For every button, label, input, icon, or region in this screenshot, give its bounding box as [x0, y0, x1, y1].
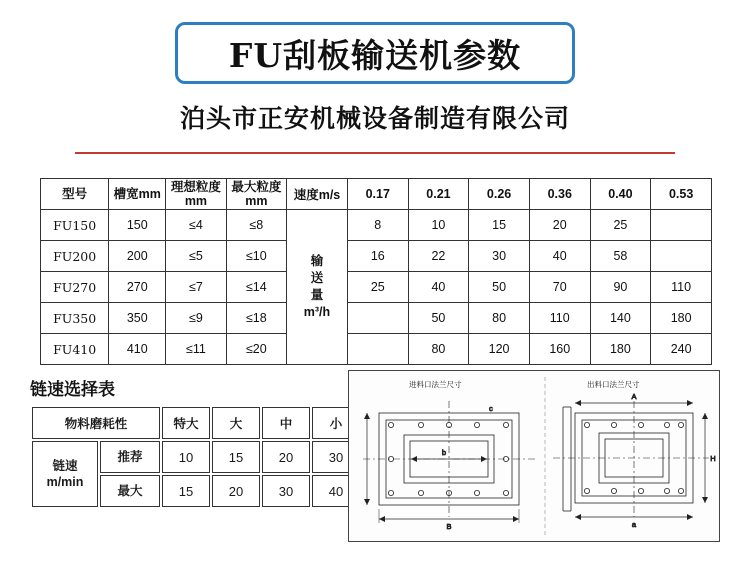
flange-drawing	[349, 371, 719, 541]
cell-model: FU150	[41, 210, 109, 241]
header-model: 型号	[41, 179, 109, 210]
cell-cap-1: 10	[408, 210, 469, 241]
chain-speed-title: 链速选择表	[30, 380, 115, 400]
cell-ideal: ≤11	[166, 334, 226, 365]
chain-value: 40	[312, 475, 360, 507]
cell-cap-2: 30	[469, 241, 530, 272]
cell-max: ≤18	[226, 303, 286, 334]
header-speed-0: 0.17	[347, 179, 408, 210]
chain-header-2: 中	[262, 407, 310, 439]
cell-max: ≤10	[226, 241, 286, 272]
header-width: 槽宽mm	[109, 179, 166, 210]
chain-value: 20	[212, 475, 260, 507]
header-speed-5: 0.53	[651, 179, 712, 210]
cell-width: 200	[109, 241, 166, 272]
cell-cap-1: 40	[408, 272, 469, 303]
title-banner	[175, 22, 575, 84]
table-row	[41, 241, 712, 272]
cell-cap-5	[651, 241, 712, 272]
header-speed-4: 0.40	[590, 179, 651, 210]
cell-ideal: ≤4	[166, 210, 226, 241]
dim-label: H	[710, 454, 716, 463]
cell-cap-1: 50	[408, 303, 469, 334]
cell-cap-0: 16	[347, 241, 408, 272]
dim-label: a	[631, 520, 637, 529]
header-ideal-size: 理想粒度 mm	[166, 179, 226, 210]
main-parameter-table	[40, 178, 712, 365]
table-row	[41, 303, 712, 334]
parameter-grid	[40, 178, 712, 365]
cell-cap-3: 160	[529, 334, 590, 365]
cell-model: FU200	[41, 241, 109, 272]
chain-speed-table	[30, 405, 362, 509]
cell-width: 410	[109, 334, 166, 365]
chain-value: 10	[162, 441, 210, 473]
chain-header-1: 大	[212, 407, 260, 439]
dim-label: B	[446, 522, 452, 531]
cell-model: FU410	[41, 334, 109, 365]
cell-width: 150	[109, 210, 166, 241]
header-speed-2: 0.26	[469, 179, 530, 210]
chain-value: 20	[262, 441, 310, 473]
cell-cap-2: 80	[469, 303, 530, 334]
chain-value: 30	[262, 475, 310, 507]
chain-value: 15	[162, 475, 210, 507]
cell-cap-3: 110	[529, 303, 590, 334]
chain-speed-label: 链速 m/min	[32, 441, 98, 507]
table-row	[41, 272, 712, 303]
cell-cap-5: 180	[651, 303, 712, 334]
cell-cap-1: 80	[408, 334, 469, 365]
cell-model: FU350	[41, 303, 109, 334]
table-row	[41, 210, 712, 241]
chain-header-property: 物料磨耗性	[32, 407, 160, 439]
cell-max: ≤20	[226, 334, 286, 365]
header-speed: 速度m/s	[287, 179, 348, 210]
chain-row-label: 最大	[100, 475, 160, 507]
cell-cap-0	[347, 334, 408, 365]
divider-rule	[75, 152, 675, 154]
cell-cap-2: 50	[469, 272, 530, 303]
cell-cap-3: 70	[529, 272, 590, 303]
cell-cap-4: 58	[590, 241, 651, 272]
chain-row	[32, 441, 360, 473]
chain-header-0: 特大	[162, 407, 210, 439]
dim-label: A	[631, 392, 637, 401]
cell-ideal: ≤5	[166, 241, 226, 272]
header-max-size: 最大粒度 mm	[226, 179, 286, 210]
cell-max: ≤8	[226, 210, 286, 241]
cell-width: 350	[109, 303, 166, 334]
cell-cap-0: 25	[347, 272, 408, 303]
capacity-label: 输 送 量 m³/h	[287, 210, 348, 365]
cell-model: FU270	[41, 272, 109, 303]
cell-cap-4: 140	[590, 303, 651, 334]
cell-ideal: ≤9	[166, 303, 226, 334]
company-name: 泊头市正安机械设备制造有限公司	[179, 104, 570, 133]
table-header-row	[41, 179, 712, 210]
drawing-left-caption: 进料口法兰尺寸	[409, 380, 462, 389]
outlet-flange-group	[553, 392, 716, 529]
cell-cap-4: 90	[590, 272, 651, 303]
cell-cap-1: 22	[408, 241, 469, 272]
chain-header-3: 小	[312, 407, 360, 439]
cell-cap-5	[651, 210, 712, 241]
drawing-right-caption: 出料口法兰尺寸	[587, 380, 640, 389]
cell-cap-3: 20	[529, 210, 590, 241]
chain-header-row	[32, 407, 360, 439]
dim-label: c	[489, 404, 493, 413]
cell-ideal: ≤7	[166, 272, 226, 303]
header-speed-3: 0.36	[529, 179, 590, 210]
cell-cap-0	[347, 303, 408, 334]
table-row	[41, 334, 712, 365]
cell-cap-4: 25	[590, 210, 651, 241]
chain-grid	[30, 405, 362, 509]
inlet-flange-group	[363, 401, 535, 531]
page-title: FU刮板输送机参数	[228, 35, 522, 75]
chain-value: 15	[212, 441, 260, 473]
cell-cap-3: 40	[529, 241, 590, 272]
cell-cap-5: 110	[651, 272, 712, 303]
cell-max: ≤14	[226, 272, 286, 303]
cell-cap-5: 240	[651, 334, 712, 365]
cell-width: 270	[109, 272, 166, 303]
chain-row-label: 推荐	[100, 441, 160, 473]
cell-cap-0: 8	[347, 210, 408, 241]
cell-cap-4: 180	[590, 334, 651, 365]
cell-cap-2: 15	[469, 210, 530, 241]
cell-cap-2: 120	[469, 334, 530, 365]
chain-value: 30	[312, 441, 360, 473]
dim-label: b	[441, 448, 447, 457]
flange-drawing-panel	[348, 370, 720, 542]
header-speed-1: 0.21	[408, 179, 469, 210]
